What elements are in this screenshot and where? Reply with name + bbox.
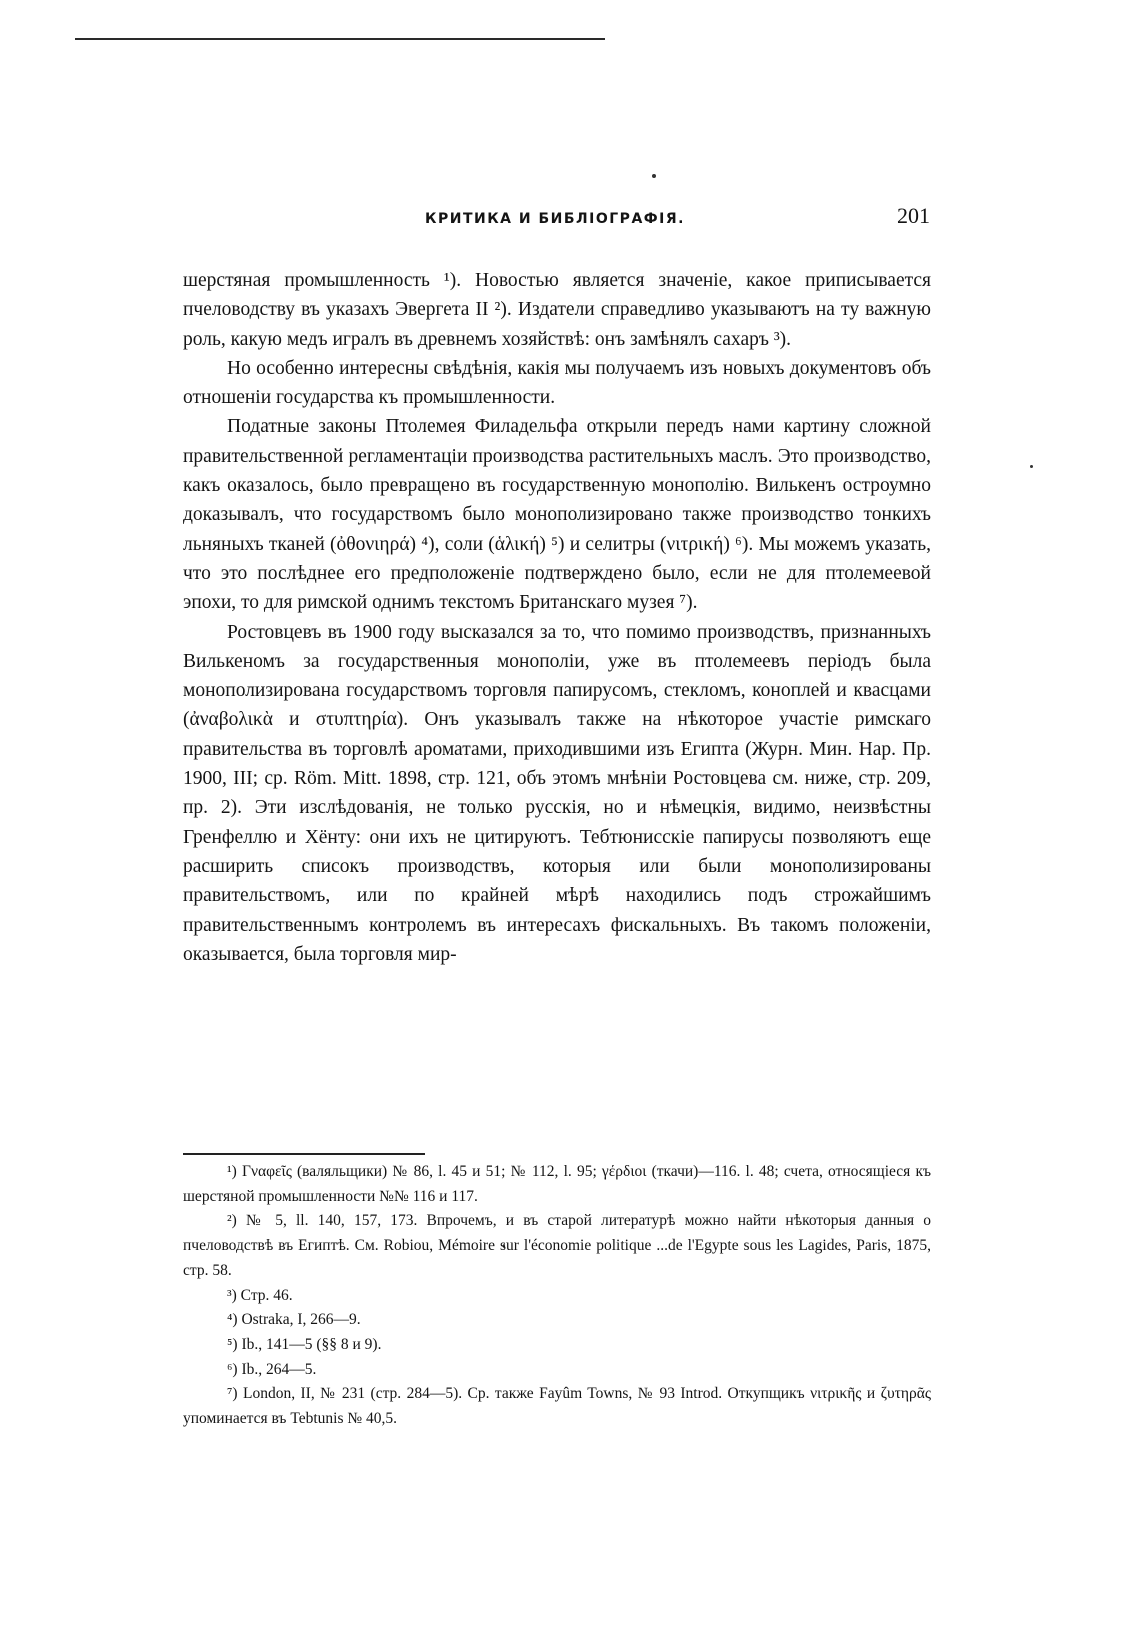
footnote-6: ⁶) Ib., 264—5.	[227, 1360, 317, 1378]
footnote-7: ⁷) London, II, № 231 (стр. 284—5). Ср. также Fayûm Towns, № 93 Introd. Откупщикъ νιτρικῆς и ζυτηρᾶς упоминается въ Tebtunis № 40,5.	[183, 1385, 931, 1428]
footnote-1: ¹) Γναφεῖς (валяльщики) № 86, l. 45 и 51; № 112, l. 95; γέρδιοι (ткачи)—116. l. 48; счета, относящіеся къ шерстяной промышленности №№ 116 и 117.	[183, 1163, 931, 1205]
footnote-4: ⁴) Ostraka, I, 266—9.	[227, 1311, 361, 1329]
footnote-3: ³) Стр. 46.	[227, 1286, 293, 1304]
paragraph-1: шерстяная промышленность ¹). Новостью является значеніе, какое приписывается пчеловодству въ указахъ Эвергета II ²). Издатели справедливо указываютъ на ту важную роль, какую медъ игралъ въ древнемъ хозяйствѣ: онъ замѣнялъ сахаръ ³).	[183, 270, 931, 350]
footnote-divider	[183, 1153, 425, 1155]
paragraph-3: Податные законы Птолемея Филадельфа открыли передъ нами картину сложной правительственной регламентаціи производства растительныхъ маслъ. Это производство, какъ оказалось, было превращено въ государственную монополію. Вилькенъ остроумно доказывалъ, что государствомъ было монополизировано также производство тонкихъ льняныхъ тканей (ὀθονιηρά) ⁴), соли (ἁλική) ⁵) и селитры (νιτρική) ⁶). Мы можемъ указать, что это послѣднее его предположеніе подтверждено было, если не для птолемеевой эпохи, то для римской однимъ текстомъ Британскаго музея ⁷).	[183, 416, 931, 614]
paragraph-4: Ростовцевъ въ 1900 году высказался за то, что помимо производствъ, признанныхъ Вилькеномъ за государственныя монополіи, уже въ птолемеевъ періодъ была монополизирована государствомъ торговля папирусомъ, стекломъ, коноплей и квасцами (ἀναβολικὰ и στυπτηρία). Онъ указывалъ также на нѣкоторое участіе римскаго правительства въ торговлѣ ароматами, приходившими изъ Египта (Журн. Мин. Нар. Пр. 1900, III; ср. Röm. Mitt. 1898, стр. 121, объ этомъ мнѣніи Ростовцева см. ниже, стр. 209, пр. 2). Эти изслѣдованія, не только русскія, но и нѣмецкія, видимо, неизвѣстны Гренфеллю и Хёнту: они ихъ не цитируютъ. Тебтюнисскіе папирусы позволяютъ еще расширить списокъ производствъ, которыя или были монополизированы правительствомъ, или по крайней мѣрѣ находились подъ строжайшимъ правительственнымъ контролемъ въ интересахъ фискальныхъ. Въ такомъ положеніи, оказывается, была торговля мир-	[183, 621, 931, 965]
scan-speck	[652, 174, 656, 178]
footnotes	[183, 1160, 931, 1432]
running-title: КРИТИКА И БИБЛІОГРАФІЯ.	[425, 211, 685, 227]
page-number: 201	[897, 203, 930, 228]
footnote-5: ⁵) Ib., 141—5 (§§ 8 и 9).	[227, 1335, 382, 1353]
footnote-2: ²) № 5, ll. 140, 157, 173. Впрочемъ, и въ старой литературѣ можно найти нѣкоторыя данныя о пчеловодствѣ въ Египтѣ. См. Robiou, Mémoire sur l'économie politique ...de l'Egypte sous les Lagides, Paris, 1875, стр. 58.	[183, 1212, 931, 1279]
paragraph-2: Но особенно интересны свѣдѣнія, какія мы получаемъ изъ новыхъ документовъ объ отношеніи государства къ промышленности.	[183, 357, 931, 409]
running-header	[180, 203, 930, 233]
top-scan-rule	[75, 38, 605, 40]
body-text	[183, 266, 931, 969]
scan-speck	[1030, 465, 1033, 468]
